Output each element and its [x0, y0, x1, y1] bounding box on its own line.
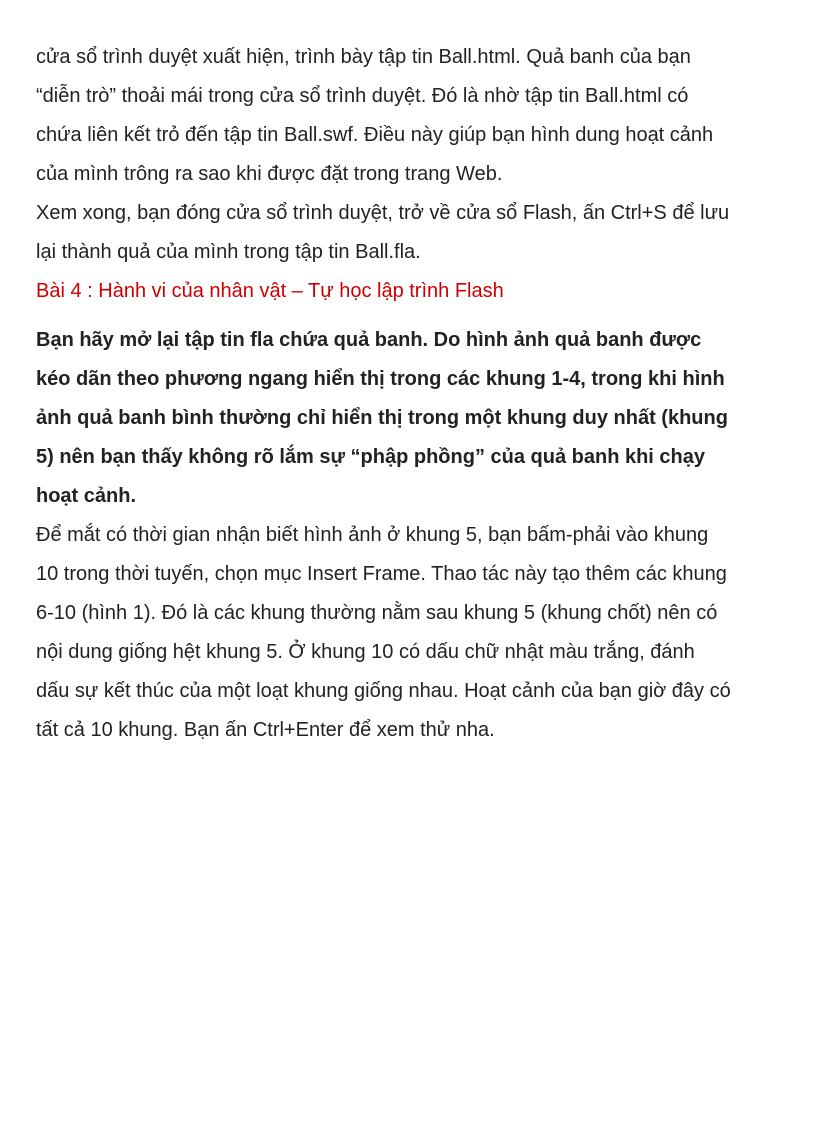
document-content: [36, 38, 786, 750]
heading-text: Bài 4 : Hành vi của nhân vật – Tự học lập trình Flash: [36, 280, 504, 302]
text-line: 10 trong thời tuyến, chọn mục Insert Frame. Thao tác này tạo thêm các khung: [36, 563, 727, 585]
text-line: ảnh quả banh bình thường chỉ hiển thị trong một khung duy nhất (khung: [36, 407, 728, 429]
text-line: Xem xong, bạn đóng cửa sổ trình duyệt, trở về cửa sổ Flash, ấn Ctrl+S để lưu: [36, 202, 730, 224]
text-line: Để mắt có thời gian nhận biết hình ảnh ở khung 5, bạn bấm-phải vào khung: [36, 524, 709, 546]
text-line: nội dung giống hệt khung 5. Ở khung 10 có dấu chữ nhật màu trắng, đánh: [36, 641, 695, 663]
paragraph-bold-intro: [36, 321, 786, 516]
text-line: chứa liên kết trỏ đến tập tin Ball.swf. Điều này giúp bạn hình dung hoạt cảnh: [36, 124, 714, 146]
text-line: “diễn trò” thoải mái trong cửa sổ trình duyệt. Đó là nhờ tập tin Ball.html có: [36, 85, 689, 107]
text-line: 5) nên bạn thấy không rõ lắm sự “phập phồng” của quả banh khi chạy: [36, 446, 706, 468]
lesson-heading: [36, 272, 786, 311]
text-line: tất cả 10 khung. Bạn ấn Ctrl+Enter để xem thử nha.: [36, 719, 495, 741]
text-line: hoạt cảnh.: [36, 485, 137, 507]
paragraph-insert-frame: [36, 516, 786, 750]
text-line: cửa sổ trình duyệt xuất hiện, trình bày tập tin Ball.html. Quả banh của bạn: [36, 46, 691, 68]
text-line: 6-10 (hình 1). Đó là các khung thường nằm sau khung 5 (khung chốt) nên có: [36, 602, 718, 624]
text-line: của mình trông ra sao khi được đặt trong trang Web.: [36, 163, 503, 185]
text-line: kéo dãn theo phương ngang hiển thị trong các khung 1-4, trong khi hình: [36, 368, 725, 390]
text-line: dấu sự kết thúc của một loạt khung giống nhau. Hoạt cảnh của bạn giờ đây có: [36, 680, 731, 702]
paragraph-save-file: [36, 194, 786, 272]
text-line: Bạn hãy mở lại tập tin fla chứa quả banh. Do hình ảnh quả banh được: [36, 329, 702, 351]
paragraph-browser-preview: [36, 38, 786, 194]
text-line: lại thành quả của mình trong tập tin Ball.fla.: [36, 241, 421, 263]
